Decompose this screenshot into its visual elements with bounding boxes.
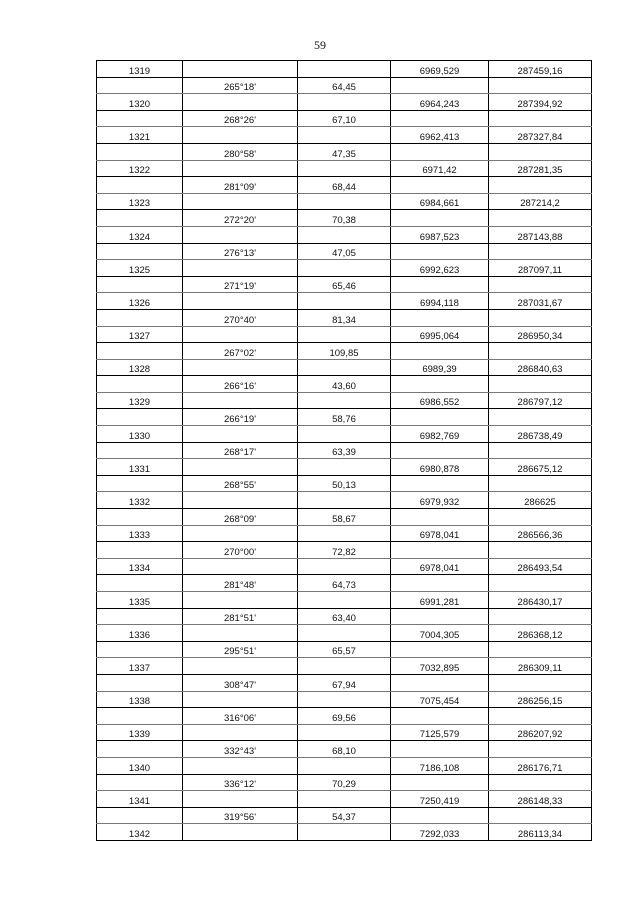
distance-cell: 67,94 (298, 674, 391, 691)
y-coordinate-cell: 286148,33 (489, 791, 592, 808)
point-number-cell: 1322 (97, 160, 183, 177)
y-coordinate-cell: 286368,12 (489, 625, 592, 642)
distance-cell (298, 459, 391, 476)
point-number-cell (97, 376, 183, 393)
y-coordinate-cell: 287097,11 (489, 260, 592, 277)
direction-angle-cell: 271°19' (183, 276, 298, 293)
distance-cell (298, 293, 391, 310)
y-coordinate-cell (489, 575, 592, 592)
point-number-cell: 1331 (97, 459, 183, 476)
x-coordinate-cell (391, 509, 489, 526)
y-coordinate-cell: 286430,17 (489, 592, 592, 609)
direction-angle-cell: 268°26' (183, 110, 298, 127)
segment-row (97, 77, 592, 94)
y-coordinate-cell: 286176,71 (489, 757, 592, 774)
point-row (97, 492, 592, 509)
coordinates-table-container (96, 60, 591, 841)
x-coordinate-cell (391, 409, 489, 426)
distance-cell: 64,73 (298, 575, 391, 592)
distance-cell: 47,35 (298, 143, 391, 160)
coordinates-table-body (97, 61, 592, 841)
distance-cell (298, 691, 391, 708)
direction-angle-cell: 266°19' (183, 409, 298, 426)
point-number-cell (97, 475, 183, 492)
direction-angle-cell (183, 592, 298, 609)
x-coordinate-cell (391, 608, 489, 625)
x-coordinate-cell (391, 110, 489, 127)
segment-row (97, 774, 592, 791)
direction-angle-cell (183, 260, 298, 277)
x-coordinate-cell: 6978,041 (391, 558, 489, 575)
point-number-cell (97, 542, 183, 559)
distance-cell (298, 592, 391, 609)
y-coordinate-cell: 286207,92 (489, 724, 592, 741)
point-row (97, 459, 592, 476)
segment-row (97, 708, 592, 725)
point-number-cell: 1332 (97, 492, 183, 509)
point-number-cell (97, 143, 183, 160)
distance-cell (298, 359, 391, 376)
y-coordinate-cell: 287394,92 (489, 94, 592, 111)
distance-cell (298, 260, 391, 277)
y-coordinate-cell: 286797,12 (489, 392, 592, 409)
point-number-cell (97, 210, 183, 227)
distance-cell: 65,46 (298, 276, 391, 293)
x-coordinate-cell (391, 343, 489, 360)
point-number-cell (97, 309, 183, 326)
direction-angle-cell (183, 94, 298, 111)
point-row (97, 326, 592, 343)
x-coordinate-cell: 7186,108 (391, 757, 489, 774)
distance-cell (298, 127, 391, 144)
distance-cell (298, 426, 391, 443)
x-coordinate-cell (391, 475, 489, 492)
point-row (97, 724, 592, 741)
point-row (97, 658, 592, 675)
point-number-cell (97, 243, 183, 260)
y-coordinate-cell: 286840,63 (489, 359, 592, 376)
segment-row (97, 741, 592, 758)
segment-row (97, 309, 592, 326)
distance-cell: 68,44 (298, 177, 391, 194)
y-coordinate-cell (489, 376, 592, 393)
distance-cell: 64,45 (298, 77, 391, 94)
y-coordinate-cell (489, 309, 592, 326)
y-coordinate-cell (489, 276, 592, 293)
x-coordinate-cell: 7125,579 (391, 724, 489, 741)
direction-angle-cell (183, 558, 298, 575)
direction-angle-cell (183, 426, 298, 443)
segment-row (97, 475, 592, 492)
x-coordinate-cell: 6992,623 (391, 260, 489, 277)
distance-cell: 63,39 (298, 442, 391, 459)
x-coordinate-cell (391, 309, 489, 326)
x-coordinate-cell (391, 741, 489, 758)
y-coordinate-cell (489, 442, 592, 459)
point-number-cell: 1340 (97, 757, 183, 774)
direction-angle-cell (183, 691, 298, 708)
direction-angle-cell (183, 791, 298, 808)
direction-angle-cell (183, 724, 298, 741)
y-coordinate-cell: 286738,49 (489, 426, 592, 443)
direction-angle-cell: 281°48' (183, 575, 298, 592)
distance-cell: 65,57 (298, 641, 391, 658)
direction-angle-cell (183, 757, 298, 774)
distance-cell: 50,13 (298, 475, 391, 492)
distance-cell (298, 824, 391, 841)
x-coordinate-cell: 6978,041 (391, 525, 489, 542)
distance-cell: 68,10 (298, 741, 391, 758)
point-row (97, 592, 592, 609)
y-coordinate-cell: 287281,35 (489, 160, 592, 177)
y-coordinate-cell (489, 343, 592, 360)
direction-angle-cell (183, 459, 298, 476)
direction-angle-cell: 265°18' (183, 77, 298, 94)
x-coordinate-cell: 6991,281 (391, 592, 489, 609)
y-coordinate-cell (489, 741, 592, 758)
segment-row (97, 807, 592, 824)
distance-cell: 54,37 (298, 807, 391, 824)
point-row (97, 359, 592, 376)
distance-cell (298, 625, 391, 642)
point-number-cell: 1342 (97, 824, 183, 841)
direction-angle-cell: 295°51' (183, 641, 298, 658)
distance-cell: 43,60 (298, 376, 391, 393)
direction-angle-cell (183, 392, 298, 409)
point-number-cell (97, 442, 183, 459)
point-row (97, 558, 592, 575)
y-coordinate-cell (489, 807, 592, 824)
y-coordinate-cell: 286493,54 (489, 558, 592, 575)
distance-cell (298, 757, 391, 774)
y-coordinate-cell: 287143,88 (489, 226, 592, 243)
point-number-cell: 1325 (97, 260, 183, 277)
x-coordinate-cell: 6995,064 (391, 326, 489, 343)
distance-cell (298, 791, 391, 808)
point-row (97, 791, 592, 808)
x-coordinate-cell: 6979,932 (391, 492, 489, 509)
segment-row (97, 542, 592, 559)
direction-angle-cell: 272°20' (183, 210, 298, 227)
point-row (97, 757, 592, 774)
segment-row (97, 641, 592, 658)
y-coordinate-cell (489, 177, 592, 194)
direction-angle-cell: 281°09' (183, 177, 298, 194)
point-row (97, 525, 592, 542)
x-coordinate-cell (391, 641, 489, 658)
point-number-cell: 1327 (97, 326, 183, 343)
coordinates-table (96, 60, 592, 841)
distance-cell (298, 226, 391, 243)
y-coordinate-cell (489, 475, 592, 492)
distance-cell: 109,85 (298, 343, 391, 360)
x-coordinate-cell: 6971,42 (391, 160, 489, 177)
point-number-cell (97, 409, 183, 426)
direction-angle-cell (183, 359, 298, 376)
point-number-cell: 1323 (97, 193, 183, 210)
direction-angle-cell: 316°06' (183, 708, 298, 725)
distance-cell: 72,82 (298, 542, 391, 559)
y-coordinate-cell: 286566,36 (489, 525, 592, 542)
point-number-cell (97, 641, 183, 658)
point-number-cell (97, 110, 183, 127)
direction-angle-cell (183, 326, 298, 343)
y-coordinate-cell (489, 542, 592, 559)
x-coordinate-cell (391, 77, 489, 94)
direction-angle-cell: 308°47' (183, 674, 298, 691)
direction-angle-cell: 270°00' (183, 542, 298, 559)
segment-row (97, 674, 592, 691)
direction-angle-cell (183, 61, 298, 78)
distance-cell: 69,56 (298, 708, 391, 725)
x-coordinate-cell (391, 442, 489, 459)
distance-cell: 58,67 (298, 509, 391, 526)
direction-angle-cell: 332°43' (183, 741, 298, 758)
y-coordinate-cell (489, 708, 592, 725)
point-number-cell: 1320 (97, 94, 183, 111)
direction-angle-cell (183, 293, 298, 310)
segment-row (97, 409, 592, 426)
y-coordinate-cell (489, 409, 592, 426)
x-coordinate-cell (391, 243, 489, 260)
point-row (97, 127, 592, 144)
distance-cell (298, 160, 391, 177)
x-coordinate-cell (391, 674, 489, 691)
x-coordinate-cell (391, 542, 489, 559)
x-coordinate-cell: 6994,118 (391, 293, 489, 310)
y-coordinate-cell: 286309,11 (489, 658, 592, 675)
distance-cell (298, 492, 391, 509)
point-number-cell (97, 575, 183, 592)
direction-angle-cell (183, 193, 298, 210)
distance-cell (298, 326, 391, 343)
distance-cell (298, 525, 391, 542)
segment-row (97, 442, 592, 459)
x-coordinate-cell (391, 708, 489, 725)
x-coordinate-cell: 6962,413 (391, 127, 489, 144)
point-row (97, 824, 592, 841)
segment-row (97, 608, 592, 625)
point-number-cell: 1338 (97, 691, 183, 708)
x-coordinate-cell (391, 774, 489, 791)
x-coordinate-cell (391, 376, 489, 393)
segment-row (97, 376, 592, 393)
point-number-cell (97, 608, 183, 625)
point-number-cell: 1328 (97, 359, 183, 376)
x-coordinate-cell: 6989,39 (391, 359, 489, 376)
distance-cell (298, 724, 391, 741)
segment-row (97, 575, 592, 592)
y-coordinate-cell: 286113,34 (489, 824, 592, 841)
y-coordinate-cell: 287327,84 (489, 127, 592, 144)
direction-angle-cell (183, 824, 298, 841)
y-coordinate-cell: 287031,67 (489, 293, 592, 310)
segment-row (97, 110, 592, 127)
direction-angle-cell (183, 625, 298, 642)
distance-cell (298, 392, 391, 409)
point-number-cell: 1334 (97, 558, 183, 575)
segment-row (97, 210, 592, 227)
y-coordinate-cell (489, 674, 592, 691)
page-number: 59 (314, 38, 326, 52)
direction-angle-cell: 266°16' (183, 376, 298, 393)
y-coordinate-cell (489, 143, 592, 160)
direction-angle-cell: 319°56' (183, 807, 298, 824)
point-number-cell (97, 708, 183, 725)
x-coordinate-cell: 7004,305 (391, 625, 489, 642)
direction-angle-cell: 281°51' (183, 608, 298, 625)
distance-cell (298, 658, 391, 675)
direction-angle-cell (183, 492, 298, 509)
x-coordinate-cell (391, 807, 489, 824)
y-coordinate-cell (489, 77, 592, 94)
point-row (97, 426, 592, 443)
point-number-cell (97, 509, 183, 526)
y-coordinate-cell (489, 641, 592, 658)
direction-angle-cell (183, 127, 298, 144)
y-coordinate-cell (489, 608, 592, 625)
y-coordinate-cell: 286256,15 (489, 691, 592, 708)
y-coordinate-cell: 286950,34 (489, 326, 592, 343)
point-number-cell: 1333 (97, 525, 183, 542)
point-row (97, 625, 592, 642)
segment-row (97, 343, 592, 360)
direction-angle-cell: 268°09' (183, 509, 298, 526)
direction-angle-cell: 268°55' (183, 475, 298, 492)
x-coordinate-cell: 6980,878 (391, 459, 489, 476)
point-number-cell: 1337 (97, 658, 183, 675)
point-row (97, 392, 592, 409)
segment-row (97, 177, 592, 194)
x-coordinate-cell (391, 276, 489, 293)
x-coordinate-cell (391, 210, 489, 227)
point-number-cell: 1324 (97, 226, 183, 243)
direction-angle-cell: 280°58' (183, 143, 298, 160)
y-coordinate-cell: 286675,12 (489, 459, 592, 476)
point-row (97, 94, 592, 111)
segment-row (97, 509, 592, 526)
point-number-cell (97, 807, 183, 824)
x-coordinate-cell (391, 177, 489, 194)
point-number-cell (97, 77, 183, 94)
x-coordinate-cell (391, 575, 489, 592)
x-coordinate-cell: 7292,033 (391, 824, 489, 841)
y-coordinate-cell (489, 210, 592, 227)
point-number-cell (97, 741, 183, 758)
x-coordinate-cell: 7250,419 (391, 791, 489, 808)
point-row (97, 61, 592, 78)
point-number-cell (97, 674, 183, 691)
point-row (97, 193, 592, 210)
distance-cell: 70,38 (298, 210, 391, 227)
point-number-cell: 1329 (97, 392, 183, 409)
x-coordinate-cell: 6964,243 (391, 94, 489, 111)
point-number-cell (97, 177, 183, 194)
distance-cell (298, 61, 391, 78)
y-coordinate-cell (489, 110, 592, 127)
x-coordinate-cell: 6986,552 (391, 392, 489, 409)
distance-cell: 81,34 (298, 309, 391, 326)
point-row (97, 226, 592, 243)
y-coordinate-cell (489, 509, 592, 526)
distance-cell (298, 94, 391, 111)
point-number-cell: 1335 (97, 592, 183, 609)
point-number-cell: 1341 (97, 791, 183, 808)
direction-angle-cell: 336°12' (183, 774, 298, 791)
point-number-cell: 1339 (97, 724, 183, 741)
direction-angle-cell: 268°17' (183, 442, 298, 459)
segment-row (97, 243, 592, 260)
point-number-cell: 1319 (97, 61, 183, 78)
x-coordinate-cell (391, 143, 489, 160)
direction-angle-cell: 267°02' (183, 343, 298, 360)
y-coordinate-cell (489, 774, 592, 791)
distance-cell (298, 558, 391, 575)
direction-angle-cell (183, 226, 298, 243)
point-number-cell: 1326 (97, 293, 183, 310)
direction-angle-cell (183, 525, 298, 542)
point-number-cell: 1321 (97, 127, 183, 144)
point-number-cell: 1330 (97, 426, 183, 443)
distance-cell: 58,76 (298, 409, 391, 426)
distance-cell: 67,10 (298, 110, 391, 127)
y-coordinate-cell: 287214,2 (489, 193, 592, 210)
point-row (97, 293, 592, 310)
point-number-cell (97, 343, 183, 360)
y-coordinate-cell: 286625 (489, 492, 592, 509)
direction-angle-cell (183, 160, 298, 177)
point-row (97, 260, 592, 277)
segment-row (97, 143, 592, 160)
direction-angle-cell (183, 658, 298, 675)
x-coordinate-cell: 6987,523 (391, 226, 489, 243)
point-row (97, 160, 592, 177)
point-number-cell (97, 276, 183, 293)
distance-cell (298, 193, 391, 210)
x-coordinate-cell: 7075,454 (391, 691, 489, 708)
point-row (97, 691, 592, 708)
point-number-cell: 1336 (97, 625, 183, 642)
direction-angle-cell: 270°40' (183, 309, 298, 326)
distance-cell: 63,40 (298, 608, 391, 625)
segment-row (97, 276, 592, 293)
point-number-cell (97, 774, 183, 791)
x-coordinate-cell: 6969,529 (391, 61, 489, 78)
x-coordinate-cell: 6984,661 (391, 193, 489, 210)
x-coordinate-cell: 6982,769 (391, 426, 489, 443)
y-coordinate-cell (489, 243, 592, 260)
distance-cell: 70,29 (298, 774, 391, 791)
x-coordinate-cell: 7032,895 (391, 658, 489, 675)
direction-angle-cell: 276°13' (183, 243, 298, 260)
y-coordinate-cell: 287459,16 (489, 61, 592, 78)
distance-cell: 47,05 (298, 243, 391, 260)
